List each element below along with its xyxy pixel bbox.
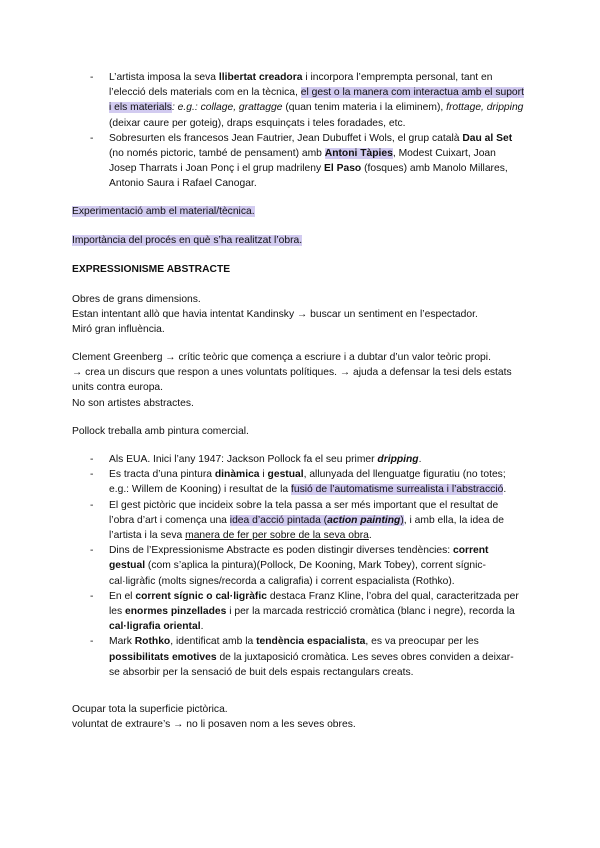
list-item [0,498,600,544]
text: Mark [109,636,135,648]
paragraph-final [72,702,528,732]
text: i [259,469,268,481]
list-item [0,543,600,589]
bold-text: tendència espacialista [256,636,366,648]
text-line: Obres de grans dimensions. [72,294,201,305]
text: . [503,484,507,496]
italic-text: collage, grattagge [200,102,283,114]
text: (fosques) amb Manolo Millares, Antonio Saura i Rafael Canogar. [109,163,508,190]
text: Sobresurten els francesos Jean Fautrier, Jean Dubuffet i Wols, el grup català [109,132,463,144]
bullet-list-expressionisme [0,452,600,680]
paragraph-experimentacio [72,204,528,219]
text-line: voluntat de extraure’s → no li posaven nom a les seves obres. [72,719,356,731]
paragraph-pollock: Pollock treballa amb pintura comercial. [72,426,249,437]
text: i per la marcada restricció cromàtica (blanc i negre), recorda la [226,606,515,618]
text: , Modest Cuixart, Joan Josep Tharrats i Joan Ponç i el grup madrileny [109,148,496,175]
paragraph-importancia [72,233,528,248]
text: ) [400,514,404,526]
text: El gest pictòric que incideix sobre la tela passa a ser més important que el resultat de l’obra d’art i comença una [109,499,499,526]
list-item [0,589,600,635]
text: , allunyada del llenguatge figuratiu (no totes; e.g.: Willem de Kooning) i resultat de la [109,469,506,496]
bullet-list-informalisme [0,70,600,192]
text-line: Ocupar tota la superficie pictòrica. [72,704,228,715]
text: L’artista imposa la seva [109,72,219,83]
list-item [0,131,600,192]
list-item [0,467,600,497]
text: En el [109,590,136,602]
highlighted-text: fusió de l’automatisme surrealista i l’abstracció [291,484,504,496]
text: idea d’acció pintada ( [229,514,328,526]
text: Als EUA. Inici l’any 1947: Jackson Pollock fa el seu primer [109,454,378,465]
text: (com s’aplica la pintura)(Pollock, De Kooning, Mark Tobey), corrent sígnic-cal·ligràfic (molts signes/recorda a caligrafia) i corrent espacialista (Rothko). [109,560,486,587]
bold-text: llibertat creadora [218,72,303,83]
text-line: No son artistes abstractes. [72,397,194,409]
paragraph-greenberg [72,350,528,411]
list-item [0,634,600,680]
underlined-text: manera de fer per sobre de la seva obra [185,530,369,542]
text-line: Miró gran influència. [72,324,165,336]
highlighted-text: el gest o la manera com interactua amb el suport i els materials [109,87,524,114]
text: . [368,530,372,542]
text: Dins de l’Expressionisme Abstracte es poden distingir diverses tendències: [109,545,453,557]
bold-text: enormes pinzellades [125,606,227,618]
text: . [200,621,204,633]
bold-text: El Paso [324,163,362,175]
highlighted-text [230,515,404,526]
bold-italic-text: action painting [327,514,401,526]
bold-text: gestual [267,469,304,481]
text: Es tracta d’una pintura [109,469,215,481]
list-item [0,70,600,131]
text-line: Clement Greenberg → crític teòric que comença a escriure i a dubtar d’un valor teòric propi. [72,352,491,363]
text: . [418,454,422,465]
text: , es va preocupar per les [365,636,479,648]
bold-text: Dau al Set [462,132,513,144]
text: de la juxtaposició cromàtica. Les seves obres conviden a deixar-se absorbir per la sensació de buit dels espais rectangulars creats. [109,651,514,678]
text: (deixar caure per goteig), draps esquinçats i teles foradades, etc. [109,117,406,129]
italic-text: frottage, dripping [446,102,524,114]
text: (no només pictoric, també de pensament) amb [109,148,325,160]
highlighted-text: Experimentació amb el material/tècnica. [72,206,255,217]
text-line: Estan intentant allò que havia intentat Kandinsky → buscar un sentiment en l’espectador. [72,309,478,321]
list-item [0,452,600,467]
paragraph-obres [72,292,528,338]
text: i incorpora l’emprempta personal, tant en l’elecció dels materials com en la tècnica, [109,72,493,99]
bold-text: possibilitats emotives [109,651,217,663]
bold-text: Rothko [134,636,171,648]
text: , i amb ella, la idea de l’artista i la seva [109,514,504,542]
text: , identificat amb la [170,636,257,648]
bold-text: corrent sígnic o cal·ligràfic [135,590,267,602]
bold-text: cal·ligrafia oriental [109,621,201,633]
text: : e.g.: [171,102,201,114]
text: (quan tenim materia i la eliminem), [282,102,447,114]
bold-text: dinàmica [214,469,260,481]
bold-text: corrent gestual [109,545,489,572]
text-line: → crea un discurs que respon a unes voluntats polítiques. → ajuda a defensar la tesi dels estats units contra europa. [72,367,512,394]
highlighted-bold-text: Antoni Tàpies [324,148,393,160]
bold-italic-text: dripping [377,454,419,465]
text: destaca Franz Kline, l’obra del qual, caracteritzada per les [109,590,519,618]
section-heading: EXPRESSIONISME ABSTRACTE [72,264,231,275]
highlighted-text: Importància del procés en què s’ha realitzat l’obra. [72,235,303,246]
